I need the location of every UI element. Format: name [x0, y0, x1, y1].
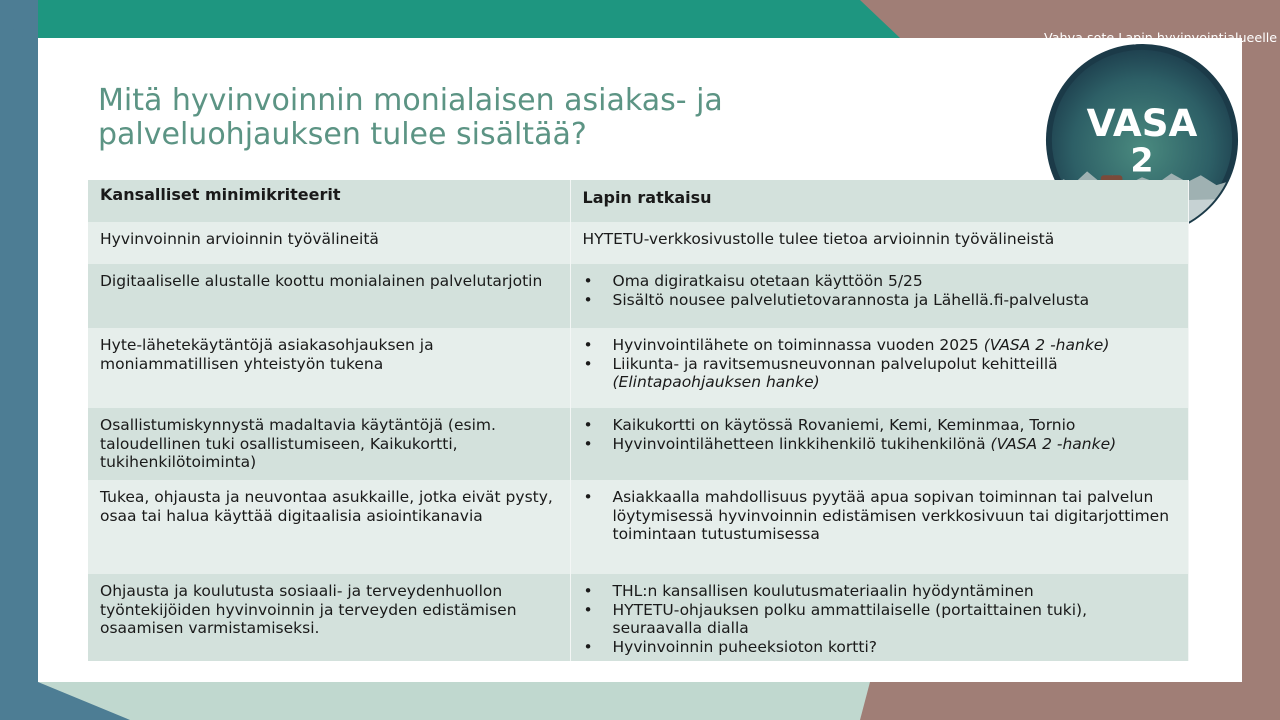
- solution-cell: [570, 408, 1188, 480]
- table-row: [88, 480, 1188, 574]
- solution-cell: HYTETU-verkkosivustolle tulee tietoa arvioinnin työvälineistä: [570, 222, 1188, 264]
- solution-cell: [570, 328, 1188, 408]
- solution-bullet: • Oma digiratkaisu otetaan käyttöön 5/25: [583, 272, 1178, 291]
- solution-bullet: • Sisältö nousee palvelutietovarannosta ja Lähellä.fi-palvelusta: [583, 291, 1178, 310]
- solution-bullet: • Hyvinvointilähetteen linkkihenkilö tukihenkilönä (VASA 2 -hanke): [583, 435, 1178, 454]
- project-note: (Elintapaohjauksen hanke): [612, 373, 820, 391]
- mint-band: [38, 682, 870, 720]
- criterion-cell: Ohjausta ja koulutusta sosiaali- ja terveydenhuollon työntekijöiden hyvinvoinnin ja terveyden edistämisen osaamisen varmistamiseksi.: [88, 574, 570, 661]
- solution-cell: [570, 574, 1188, 661]
- vasa-logo-number: 2: [1130, 140, 1154, 180]
- solution-bullet: • HYTETU-ohjauksen polku ammattilaiselle (portaittainen tuki), seuraavalla dialla: [583, 601, 1178, 638]
- solution-cell: [570, 264, 1188, 328]
- header-criteria: Kansalliset minimikriteerit: [88, 180, 570, 222]
- solution-cell: [570, 480, 1188, 574]
- solution-bullet: • Hyvinvoinnin puheeksioton kortti?: [583, 638, 1178, 657]
- solution-bullet: • Hyvinvointilähete on toiminnassa vuoden 2025 (VASA 2 -hanke): [583, 336, 1178, 355]
- vasa-logo-arc-text: Vahva sote Lapin hyvinvointialueelle: [1044, 31, 1278, 46]
- solution-bullet: • Asiakkaalla mahdollisuus pyytää apua sopivan toiminnan tai palvelun löytymisessä hyvinvoinnin edistämisen verkkosivuun tai digitarjottimen toimintaan tutustumisessa: [583, 488, 1178, 544]
- criterion-cell: Digitaaliselle alustalle koottu monialainen palvelutarjotin: [88, 264, 570, 328]
- header-solution: Lapin ratkaisu: [570, 180, 1188, 222]
- criteria-table: [88, 180, 1189, 661]
- table-row: [88, 408, 1188, 480]
- solution-bullet: • THL:n kansallisen koulutusmateriaalin hyödyntäminen: [583, 582, 1178, 601]
- project-note: (VASA 2 -hanke): [990, 434, 1117, 453]
- table-row: [88, 328, 1188, 408]
- project-note: (VASA 2 -hanke): [983, 336, 1110, 354]
- teal-band: [0, 0, 906, 38]
- criterion-cell: Osallistumiskynnystä madaltavia käytäntöjä (esim. taloudellinen tuki osallistumiseen, Kaikukortti, tukihenkilötoiminta): [88, 408, 570, 480]
- criterion-cell: Hyte-lähetekäytäntöjä asiakasohjauksen ja moniammatillisen yhteistyön tukena: [88, 328, 570, 408]
- criterion-cell: Hyvinvoinnin arvioinnin työvälineitä: [88, 222, 570, 264]
- table-row: [88, 574, 1188, 661]
- solution-bullet: • Kaikukortti on käytössä Rovaniemi, Kemi, Keminmaa, Tornio: [583, 416, 1178, 435]
- table-row: [88, 222, 1188, 264]
- solution-bullet: • Liikunta- ja ravitsemusneuvonnan palvelupolut kehitteillä (Elintapaohjauksen hanke): [583, 355, 1178, 392]
- criterion-cell: Tukea, ohjausta ja neuvontaa asukkaille, jotka eivät pysty, osaa tai halua käyttää digitaalisia asiointikanavia: [88, 480, 570, 574]
- table-row: [88, 264, 1188, 328]
- table-header-row: [88, 180, 1188, 222]
- slide-title: Mitä hyvinvoinnin monialaisen asiakas- ja palveluohjauksen tulee sisältää?: [98, 83, 723, 152]
- vasa-logo-name: VASA: [1086, 101, 1198, 146]
